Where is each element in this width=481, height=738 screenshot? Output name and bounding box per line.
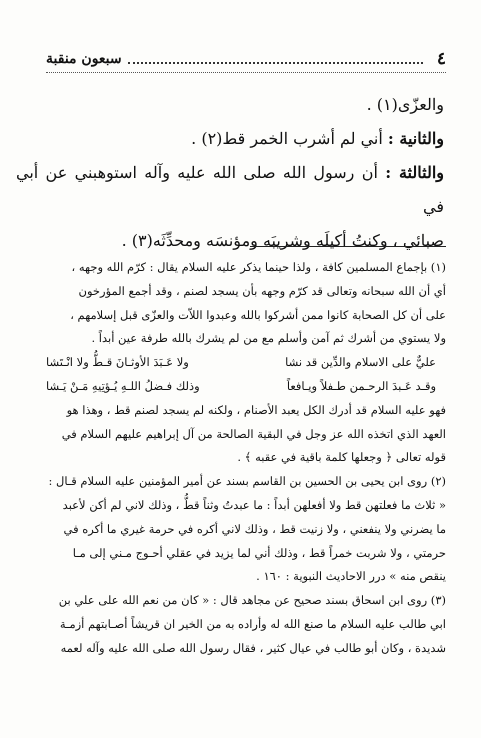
verse-hemistich: وذلك فـضلُ اللـهِ يُـؤتِيهِ مَـنْ يَـشا <box>46 378 200 393</box>
footnote-line: « ثلاث ما فعلتهن قط ولا أفعلهن أبداً : ما عبدتُ وثناً قطُّ ، وذلك لاني لم أكن لأعبد <box>62 497 446 512</box>
verse-line <box>16 375 446 399</box>
footnote-line: العهد الذي اتخذه الله عز وجل في البقية الصالحة من آل إبراهيم عليهم السلام في <box>61 426 446 441</box>
main-line: صبائي ، وكنتُ أكيلَه وشريبَه ومؤنسَه ومحدِّثَه(٣) . <box>121 231 444 250</box>
footnote-line: (٣) روى ابن اسحاق بسند صحيح عن مجاهد قال : « كان من نعم الله على علي بن <box>58 593 446 608</box>
footnote-line: على أن كل الصحابة كانوا ممن أشركوا بالله وعبدوا اللاّت والعزّى قبل إسلامهم ، <box>70 307 446 322</box>
footnote-line: حرمتي ، ولا شربت خمراً قط ، وذلك أني لما يزيد في عقلي أحـوج مـني إلى مـا <box>72 545 446 560</box>
page-header <box>46 46 446 73</box>
verse-hemistich: وقـد عَـبدَ الرحـمن طـفلاً ويـافعاً <box>286 378 436 393</box>
footnote-line: قوله تعالى ﴿ وجعلها كلمة باقية في عقبه ﴾ . <box>237 450 446 465</box>
point-label: والثالثة : <box>385 163 444 182</box>
verse-hemistich: ولا عَـبَدَ الأوثـانَ قـطُّ ولا انْـتَشا <box>46 355 189 370</box>
verse-hemistich: عليٌّ على الاسلام والدِّين قد نشا <box>285 355 436 370</box>
page-number: ٤ <box>436 49 446 69</box>
footnote-line: ما يضرني ولا ينفعني ، ولا زنيت قط ، وذلك لاني أكره في حرمة غيري ما أكره في <box>63 521 446 536</box>
running-title: سبعون منقبة <box>46 51 122 67</box>
main-line: والثانية : أني لم أشرب الخمر قط(٢) . <box>191 129 444 148</box>
main-line: والعزّى(١) . <box>366 95 444 114</box>
footnote-line: (١) بإجماع المسلمين كافة ، ولذا حينما يذكر عليه السلام يقال : كرّم الله وجهه ، <box>71 260 446 274</box>
footnote-line: أي أن الله سبحانه وتعالى قد كرّم وجهه بأن يسجد لصنم ، وقد أجمع المؤرخون <box>78 283 446 298</box>
footnote-line: ابي طالب عليه السلام ما صنع الله له وأراده به من الخير ان قريشاً أصـابتهم أزمـة <box>59 616 446 631</box>
footnote-separator <box>250 246 446 247</box>
footnote-line: فهو عليه السلام قد أدرك الكل يعبد الأصنام ، ولكنه لم يسجد لصنم قط ، وهذا هو <box>66 402 446 417</box>
verse-line <box>16 351 446 375</box>
main-text <box>16 84 444 258</box>
footnote-line: شديدة ، وكان أبو طالب في عيال كثير ، فقال رسول الله صلى الله عليه وآله لعمه <box>60 640 446 655</box>
footnote-line: (٢) روى ابن يحيى بن الحسين بن القاسم بسند عن أمير المؤمنين عليه السلام قـال : <box>48 474 446 489</box>
point-label: والثانية : <box>387 129 444 148</box>
header-dotted-line <box>128 62 423 64</box>
footnotes <box>16 256 446 661</box>
footnote-line: ولا يستوي من أشرك ثم آمن وأسلم مع من لم يشرك بالله طرفة عين أبداً . <box>91 331 446 346</box>
footnote-line: ينقص منه » درر الاحاديث النبوية : ١٦٠ . <box>256 569 446 584</box>
main-line: والثالثة : أن رسول الله صلى الله عليه وآله استوهبني عن أبي في <box>16 163 444 216</box>
